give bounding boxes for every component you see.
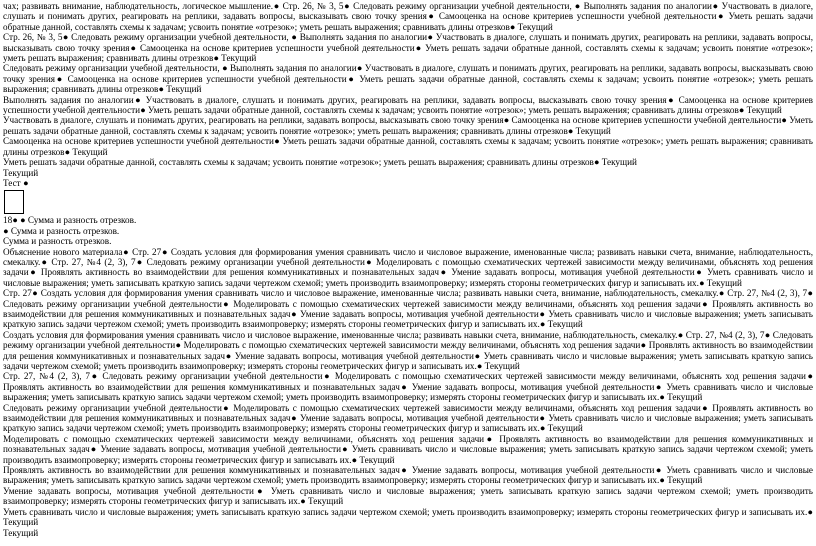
paragraph: Моделировать с помощью схематических чертежей зависимости между величинами, объяснять ход решения задачи● Проявлять активность во взаимодействии для решения коммуникативных и познавательных задач● Умение задавать вопросы, мотивация учебной деятельности● Уметь сравнивать число и числовые выражения; уметь записывать краткую запись задачи чертежом схемой; уметь производить взаимопроверку; измерять стороны геометрических фигур и записывать их.● Текущий <box>3 433 813 465</box>
paragraph: Участвовать в диалоге, слушать и понимать других, реагировать на реплики, задавать вопросы, высказывать свою точку зрения● Самооценка на основе критериев успешности учебной деятельности● Уметь решать задачи обратные данной, составлять схемы к задачам; усвоить понятие «отрезок»; уметь решать выражения; сравнивать длины отрезков● Текущий <box>3 115 813 136</box>
lesson-18-block <box>3 215 813 538</box>
paragraph: ● Сумма и разность отрезков. <box>3 225 120 236</box>
paragraph: Тест ● <box>3 177 29 188</box>
paragraph: Сумма и разность отрезков. <box>3 236 112 247</box>
lesson-17-block <box>3 1 813 188</box>
empty-table-cell-box <box>4 190 24 214</box>
paragraph: Следовать режиму организации учебной деятельности● Моделировать с помощью схематических чертежей зависимости между величинами, объяснять ход решения задачи● Проявлять активность во взаимодействии для решения коммуникативных и познавательных задач● Умение задавать вопросы, мотивация учебной деятельности● Уметь сравнивать число и числовые выражения; уметь записывать краткую запись задачи чертежом схемой; уметь производить взаимопроверку; измерять стороны геометрических фигур и записывать их.● Текущий <box>3 402 813 434</box>
paragraph: Умение задавать вопросы, мотивация учебной деятельности● Уметь сравнивать число и числовые выражения; уметь записывать краткую запись задачи чертежом схемой; уметь производить взаимопроверку; измерять стороны геометрических фигур и записывать их.● Текущий <box>3 485 813 507</box>
paragraph: Уметь решать задачи обратные данной, составлять схемы к задачам; усвоить понятие «отрезок»; уметь решать выражения; сравнивать длины отрезков● Текущий <box>3 157 637 168</box>
paragraph: Объяснение нового материала● Стр. 27● Создать условия для формирования умения сравнивать число и числовое выражение, именованные числа; развивать навыки счета, внимание, наблюдательность, смекалку.● Стр. 27, №4 (2, 3), 7● Следовать режиму организации учебной деятельности● Моделировать с помощью схематических чертежей зависимости между величинами, объяснять ход решения задачи● Проявлять активность во взаимодействии для решения коммуникативных и познавательных задач● Умение задавать вопросы, мотивация учебной деятельности● Уметь сравнивать число и числовые выражения; уметь записывать краткую запись задачи чертежом схемой; уметь производить взаимопроверку; измерять стороны геометрических фигур и записывать их.● Текущий <box>3 246 813 288</box>
paragraph: Стр. 26, № 3, 5● Следовать режиму организации учебной деятельности, ● Выполнять задания по аналогии● Участвовать в диалоге, слушать и понимать других, реагировать на реплики, задавать вопросы, высказывать свою точку зрения● Самооценка на основе критериев успешности учебной деятельности● Уметь решать задачи обратные данной, составлять схемы к задачам; усвоить понятие «отрезок»; уметь решать выражения; сравнивать длины отрезков● Текущий <box>3 32 813 64</box>
paragraph: Текущий <box>3 167 39 178</box>
paragraph: Самооценка на основе критериев успешности учебной деятельности● Уметь решать задачи обратные данной, составлять схемы к задачам; усвоить понятие «отрезок»; уметь решать выражения; сравнивать длины отрезков● Текущий <box>3 136 813 157</box>
paragraph: Стр. 27● Создать условия для формирования умения сравнивать число и числовое выражение, именованные числа; развивать навыки счета, внимание, наблюдательность, смекалку.● Стр. 27, №4 (2, 3), 7● Следовать режиму организации учебной деятельности● Моделировать с помощью схематических чертежей зависимости между величинами, объяснять ход решения задачи● Проявлять активность во взаимодействии для решения коммуникативных и познавательных задач● Умение задавать вопросы, мотивация учебной деятельности● Уметь сравнивать число и числовые выражения; уметь записывать краткую запись задачи чертежом схемой; уметь производить взаимопроверку; измерять стороны геометрических фигур и записывать их.● Текущий <box>3 288 813 330</box>
paragraph: Создать условия для формирования умения сравнивать число и числовое выражение, именованные числа; развивать навыки счета, внимание, наблюдательность, смекалку.● Стр. 27, №4 (2, 3), 7● Следовать режиму организации учебной деятельности● Моделировать с помощью схематических чертежей зависимости между величинами, объяснять ход решения задачи● Проявлять активность во взаимодействии для решения коммуникативных и познавательных задач● Умение задавать вопросы, мотивация учебной деятельности● Уметь сравнивать число и числовые выражения; уметь записывать краткую запись задачи чертежом схемой; уметь производить взаимопроверку; измерять стороны геометрических фигур и записывать их.● Текущий <box>3 329 813 371</box>
paragraph: 18● ● Сумма и разность отрезков. <box>3 215 137 226</box>
paragraph: Стр. 27, №4 (2, 3), 7● Следовать режиму организации учебной деятельности● Моделировать с помощью схематических чертежей зависимости между величинами, объяснять ход решения задачи● Проявлять активность во взаимодействии для решения коммуникативных и познавательных задач● Умение задавать вопросы, мотивация учебной деятельности● Уметь сравнивать число и числовые выражения; уметь записывать краткую запись задачи чертежом схемой; уметь производить взаимопроверку; измерять стороны геометрических фигур и записывать их.● Текущий <box>3 371 813 403</box>
paragraph: чах; развивать внимание, наблюдательность, логическое мышление.● Стр. 26, № 3, 5● Следовать режиму организации учебной деятельности, ● Выполнять задания по аналогии● Участвовать в диалоге, слушать и понимать других, реагировать на реплики, задавать вопросы, высказывать свою точку зрения● Самооценка на основе критериев успешности учебной деятельности● Уметь решать задачи обратные данной, составлять схемы к задачам; усвоить понятие «отрезок»; уметь решать выражения; сравнивать длины отрезков● Текущий <box>3 1 813 32</box>
paragraph: Выполнять задания по аналогии● Участвовать в диалоге, слушать и понимать других, реагировать на реплики, задавать вопросы, высказывать свою точку зрения● Самооценка на основе критериев успешности учебной деятельности● Уметь решать задачи обратные данной, составлять схемы к задачам; усвоить понятие «отрезок»; уметь решать выражения; сравнивать длины отрезков● Текущий <box>3 94 813 116</box>
paragraph: Следовать режиму организации учебной деятельности, ● Выполнять задания по аналогии● Участвовать в диалоге, слушать и понимать других, реагировать на реплики, задавать вопросы, высказывать свою точку зрения● Самооценка на основе критериев успешности учебной деятельности● Уметь решать задачи обратные данной, составлять схемы к задачам; усвоить понятие «отрезок»; уметь решать выражения; сравнивать длины отрезков● Текущий <box>3 63 813 95</box>
paragraph: Уметь сравнивать число и числовые выражения; уметь записывать краткую запись задачи чертежом схемой; уметь производить взаимопроверку; измерять стороны геометрических фигур и записывать их.● Текущий <box>3 506 813 528</box>
paragraph: Проявлять активность во взаимодействии для решения коммуникативных и познавательных задач● Умение задавать вопросы, мотивация учебной деятельности● Уметь сравнивать число и числовые выражения; уметь записывать краткую запись задачи чертежом схемой; уметь производить взаимопроверку; измерять стороны геометрических фигур и записывать их.● Текущий <box>3 465 813 486</box>
paragraph: Текущий <box>3 527 39 538</box>
